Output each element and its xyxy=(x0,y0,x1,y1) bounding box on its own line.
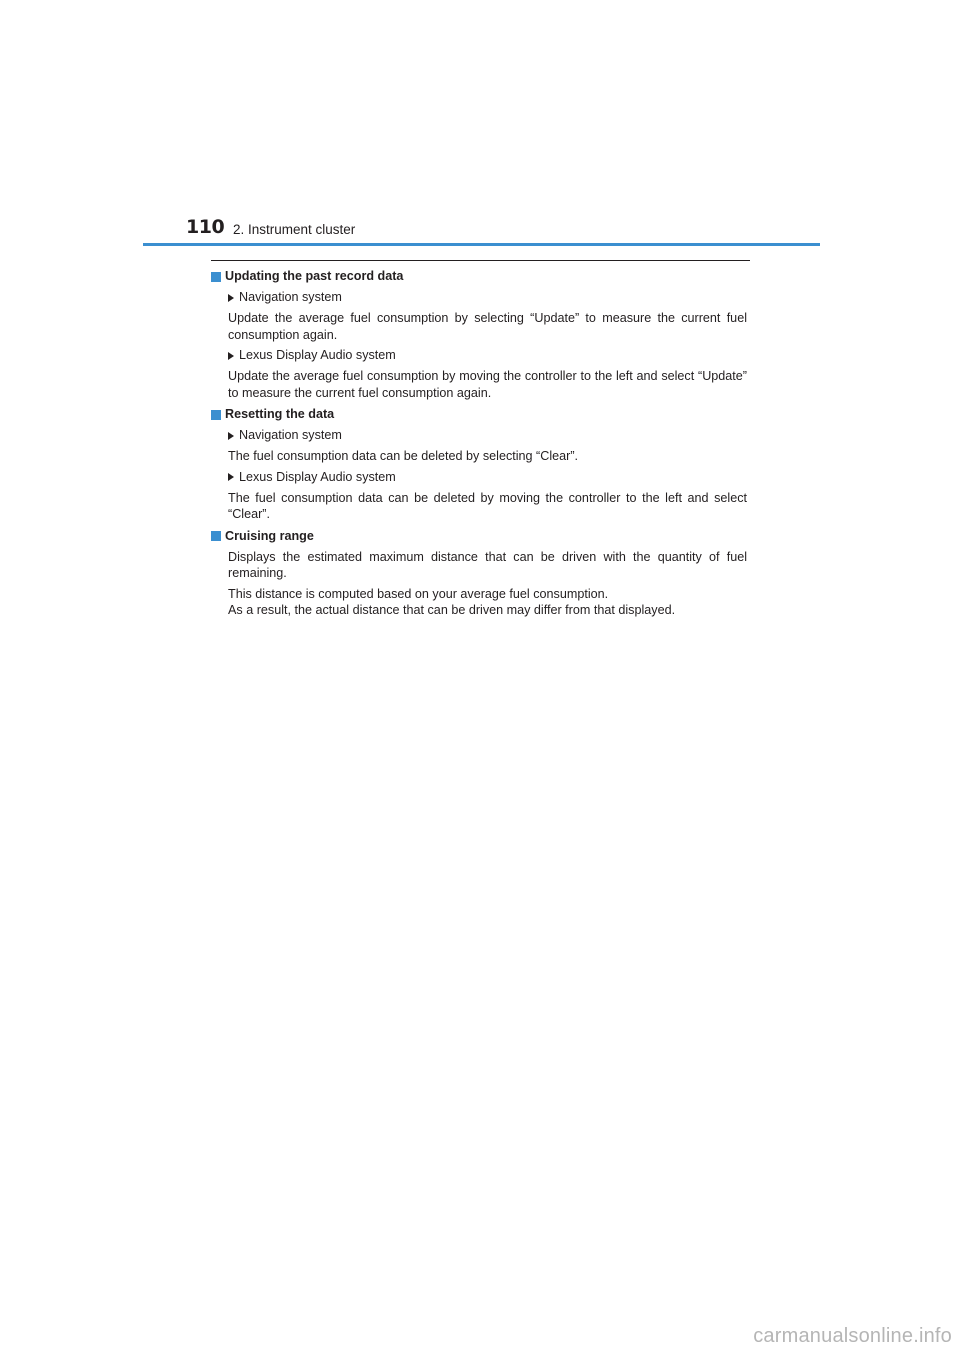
body-paragraph: The fuel consumption data can be deleted by selecting “Clear”. xyxy=(228,449,579,463)
body-paragraph: Update the average fuel consumption by moving the controller to the left and select “Update” to measure the current fuel consumption again. xyxy=(228,369,747,400)
section-heading-resetting xyxy=(211,406,747,423)
subsection-label-text: Lexus Display Audio system xyxy=(239,469,396,484)
body-paragraph: As a result, the actual distance that can be driven may differ from that displayed. xyxy=(228,603,676,617)
section-heading-updating xyxy=(211,268,747,285)
triangle-bullet-icon xyxy=(228,432,234,440)
body-paragraph: Displays the estimated maximum distance that can be driven with the quantity of fuel remaining. xyxy=(228,549,747,580)
watermark: carmanualsonline.info xyxy=(753,1325,952,1347)
body-paragraph: The fuel consumption data can be deleted by moving the controller to the left and select “Clear”. xyxy=(228,490,747,521)
section-heading-text: Resetting the data xyxy=(225,407,335,422)
triangle-bullet-icon xyxy=(228,294,234,302)
body-paragraph: This distance is computed based on your average fuel consumption. xyxy=(228,586,609,601)
subsection-label xyxy=(211,469,747,486)
section-heading-text: Cruising range xyxy=(225,528,314,543)
section-heading-text: Updating the past record data xyxy=(225,269,404,284)
square-bullet-icon xyxy=(211,410,221,420)
subsection-label-text: Navigation system xyxy=(239,428,342,443)
section-heading-cruising xyxy=(211,528,747,545)
subsection-label xyxy=(211,347,747,364)
body-paragraph: Update the average fuel consumption by selecting “Update” to measure the current fuel consumption again. xyxy=(228,311,747,342)
triangle-bullet-icon xyxy=(228,473,234,481)
content-body xyxy=(211,268,747,619)
page-number: 110 xyxy=(186,216,225,238)
subsection-label xyxy=(211,289,747,306)
subsection-label-text: Lexus Display Audio system xyxy=(239,348,396,363)
content-divider xyxy=(211,260,750,261)
page-header xyxy=(0,0,960,250)
triangle-bullet-icon xyxy=(228,352,234,360)
subsection-label xyxy=(211,427,747,444)
square-bullet-icon xyxy=(211,531,221,541)
chapter-title: 2. Instrument cluster xyxy=(233,222,356,237)
header-divider xyxy=(143,243,820,246)
square-bullet-icon xyxy=(211,272,221,282)
subsection-label-text: Navigation system xyxy=(239,290,342,305)
